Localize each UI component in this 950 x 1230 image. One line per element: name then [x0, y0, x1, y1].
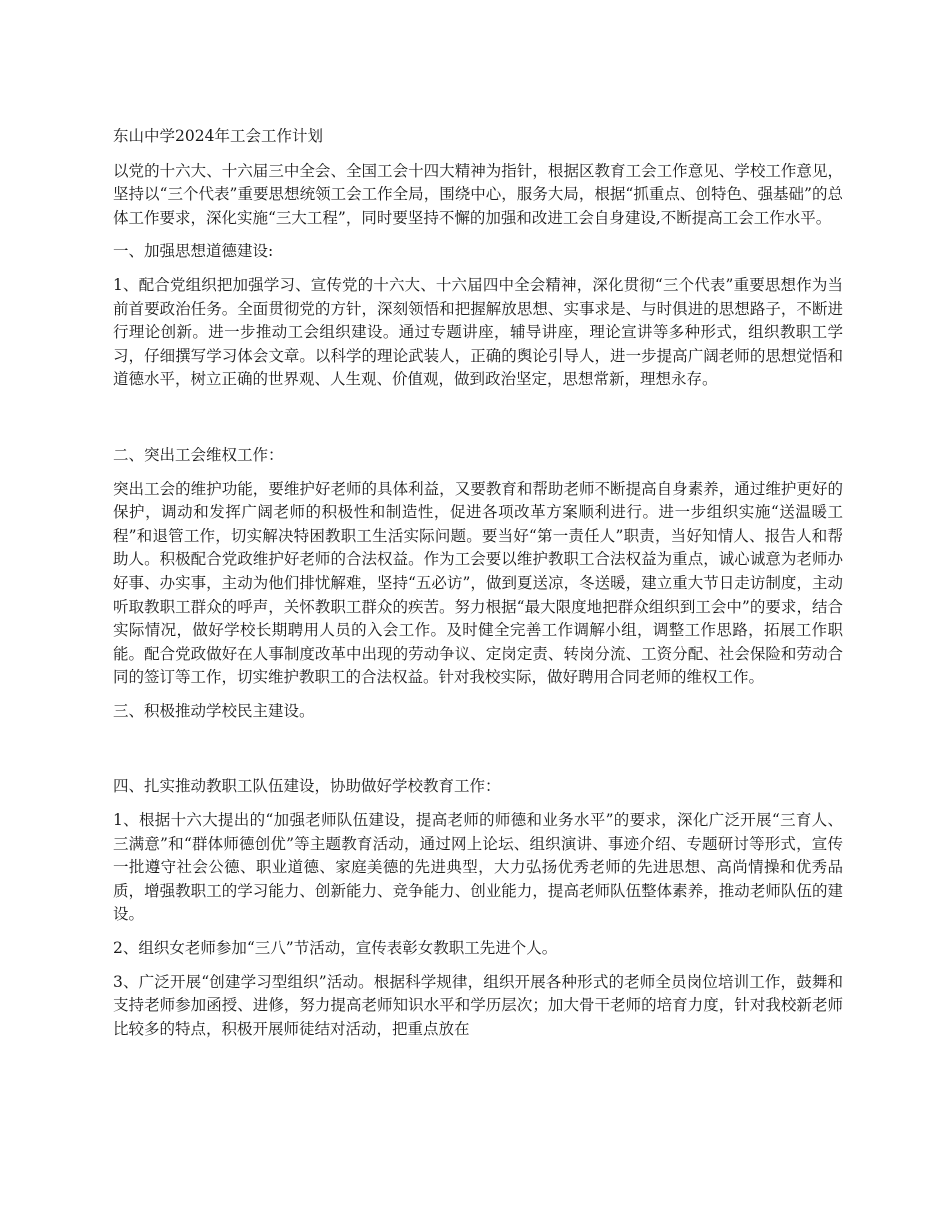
- intro-paragraph: 以党的十六大、十六届三中全会、全国工会十四大精神为指针，根据区教育工会工作意见、学校工作意见，坚持以“三个代表”重要思想统领工会工作全局，围绕中心，服务大局，根据“抓重点、创特色、强基础”的总体工作要求，深化实施“三大工程”，同时要坚持不懈的加强和改进工会自身建设,不断提高工会工作水平。: [113, 161, 843, 227]
- document-title: 东山中学2024年工会工作计划: [113, 127, 323, 145]
- document-page: [113, 125, 843, 1051]
- section-2-paragraph-1: 突出工会的维护功能，要维护好老师的具体利益，又要教育和帮助老师不断提高自身素养，通过维护更好的保护，调动和发挥广阔老师的积极性和制造性，促进各项改革方案顺利进行。进一步组织实施“送温暖工程”和退管工作，切实解决特困教职工生活实际问题。要当好“第一责任人”职责，当好知情人、报告人和帮助人。积极配合党政维护好老师的合法权益。作为工会要以维护教职工合法权益为重点，诚心诚意为老师办好事、办实事，主动为他们排忧解难，坚持“五必访”，做到夏送凉，冬送暖，建立重大节日走访制度，主动听取教职工群众的呼声，关怀教职工群众的疾苦。努力根据“最大限度地把群众组织到工会中”的要求，结合实际情况，做好学校长期聘用人员的入会工作。及时健全完善工作调解小组，调整工作思路，拓展工作职能。配合党政做好在人事制度改革中出现的劳动争议、定岗定责、转岗分流、工资分配、社会保险和劳动合同的签订等工作，切实维护教职工的合法权益。针对我校实际，做好聘用合同老师的维权工作。: [113, 479, 843, 687]
- section-4-paragraph-2: 2、组织女老师参加“三八”节活动，宣传表彰女教职工先进个人。: [113, 939, 558, 958]
- section-1-paragraph-1: 1、配合党组织把加强学习、宣传党的十六大、十六届四中全会精神，深化贯彻“三个代表”重要思想作为当前首要政治任务。全面贯彻党的方针，深刻领悟和把握解放思想、实事求是、与时俱进的思想路子，不断进行理论创新。进一步推动工会组织建设。通过专题讲座，辅导讲座，理论宣讲等多种形式，组织教职工学习，仔细撰写学习体会文章。以科学的理论武装人，正确的舆论引导人，进一步提高广阔老师的思想觉悟和道德水平，树立正确的世界观、人生观、价值观，做到政治坚定，思想常新，理想永存。: [113, 275, 843, 389]
- section-heading-4: 四、扎实推动教职工队伍建设，协助做好学校教育工作：: [113, 777, 501, 796]
- section-heading-1: 一、加强思想道德建设:: [113, 242, 274, 261]
- section-4-paragraph-1: 1、根据十六大提出的“加强老师队伍建设，提高老师的师德和业务水平”的要求，深化广泛开展“三育人、三满意”和“群体师德创优”等主题教育活动，通过网上论坛、组织演讲、事迹介绍、专题研讨等形式，宣传一批遵守社会公德、职业道德、家庭美德的先进典型，大力弘扬优秀老师的先进思想、高尚情操和优秀品质，增强教职工的学习能力、创新能力、竞争能力、创业能力，提高老师队伍整体素养，推动老师队伍的建设。: [113, 811, 843, 924]
- section-heading-2: 二、突出工会维权工作：: [113, 445, 284, 464]
- section-4-paragraph-3: 3、广泛开展“创建学习型组织”活动。根据科学规律，组织开展各种形式的老师全员岗位培训工作，鼓舞和支持老师参加函授、进修，努力提高老师知识水平和学历层次；加大骨干老师的培育力度，针对我校新老师比较多的特点，积极开展师徒结对活动，把重点放在: [113, 972, 843, 1038]
- section-heading-3: 三、积极推动学校民主建设。: [113, 701, 315, 720]
